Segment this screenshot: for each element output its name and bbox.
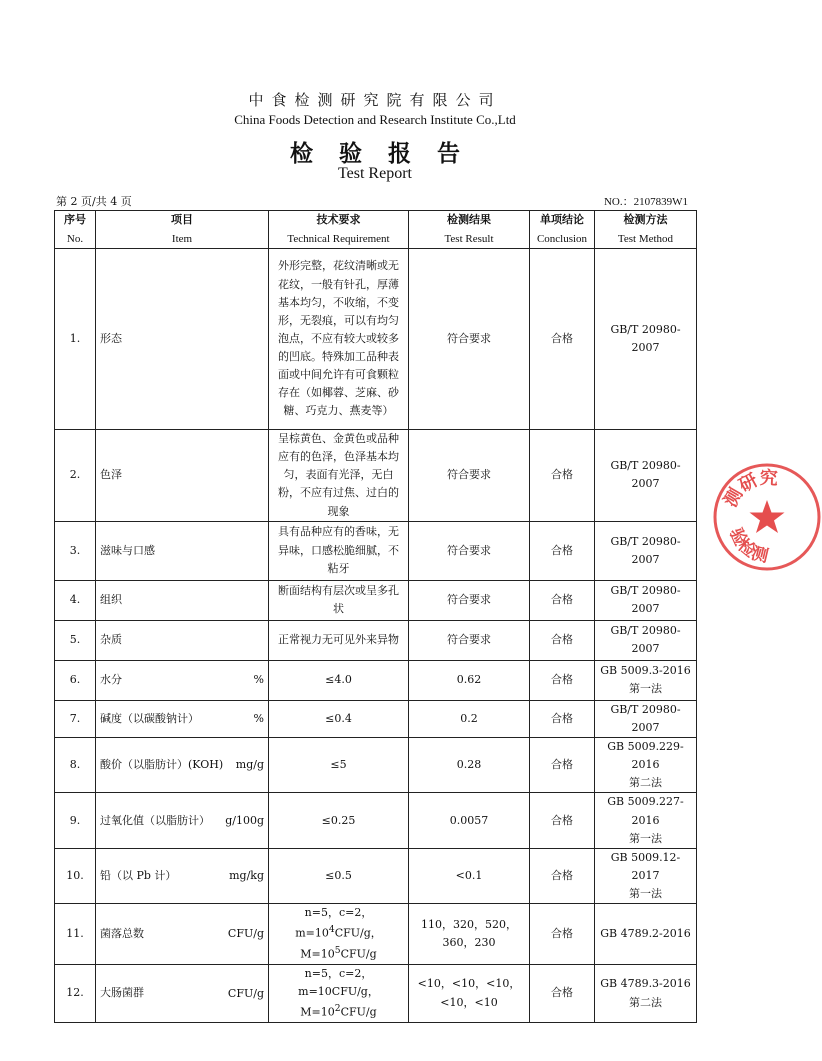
row-method <box>595 660 697 700</box>
req-M-base: M=10 <box>300 1005 335 1019</box>
header-method-en: Test Method <box>617 232 674 245</box>
row-item <box>96 430 269 522</box>
row-result: 0.0057 <box>409 793 530 848</box>
row-method: GB/T 20980-2007 <box>595 249 697 430</box>
row-item-name: 过氧化值（以脂肪计） <box>100 813 210 827</box>
row-item-name: 形态 <box>100 331 122 345</box>
row-no: 8. <box>55 737 96 792</box>
row-item <box>96 620 269 660</box>
row-item <box>96 700 269 737</box>
header-item-cn: 项目 <box>171 213 193 227</box>
row-requirement <box>269 964 409 1022</box>
row-conclusion: 合格 <box>530 620 595 660</box>
row-unit: % <box>253 711 264 725</box>
req-m-limit <box>273 922 404 943</box>
row-requirement: ≤0.25 <box>269 793 409 848</box>
table-row <box>55 848 697 903</box>
req-m-exponent: 4 <box>328 924 335 936</box>
row-item-name: 大肠菌群 <box>100 986 144 1000</box>
table-header-row <box>55 211 697 249</box>
row-item <box>96 793 269 848</box>
header-no-en: No. <box>66 232 84 245</box>
row-requirement: ≤0.5 <box>269 848 409 903</box>
report-title-en: Test Report <box>338 165 412 182</box>
row-conclusion: 合格 <box>530 848 595 903</box>
row-item <box>96 737 269 792</box>
row-result: 符合要求 <box>409 620 530 660</box>
row-method-standard: GB 5009.227-2016 <box>607 795 684 827</box>
row-conclusion: 合格 <box>530 580 595 620</box>
row-result <box>409 964 530 1022</box>
header-method <box>595 211 697 249</box>
header-no <box>55 211 96 249</box>
row-unit: mg/kg <box>229 868 264 882</box>
row-item <box>96 580 269 620</box>
row-method-standard: GB 5009.229-2016 <box>607 739 684 772</box>
row-result: 符合要求 <box>409 580 530 620</box>
org-name-cn: 中食检测研究院有限公司 <box>248 91 502 109</box>
header-item-en: Item <box>171 232 193 245</box>
row-item-name: 菌落总数 <box>100 927 144 941</box>
row-requirement: 具有品种应有的香味，无异味，口感松脆细腻，不粘牙 <box>269 521 409 580</box>
page-info: 第 2 页/共 4 页 <box>56 195 132 208</box>
row-item <box>96 249 269 430</box>
row-conclusion: 合格 <box>530 964 595 1022</box>
row-requirement: 呈棕黄色、金黄色或品种应有的色泽，色泽基本均匀，表面有光泽，无白粉，不应有过焦、过白的现象 <box>269 430 409 522</box>
table-row <box>55 964 697 1022</box>
table-row <box>55 904 697 965</box>
row-requirement <box>269 904 409 965</box>
seal-text-top: 测研究 <box>720 467 779 511</box>
header-result <box>409 211 530 249</box>
row-unit: CFU/g <box>227 986 264 1000</box>
row-item <box>96 848 269 903</box>
row-result: 0.62 <box>409 660 530 700</box>
row-no: 12. <box>55 964 96 1022</box>
row-requirement: ≤5 <box>269 737 409 792</box>
row-no: 10. <box>55 848 96 903</box>
row-result-line: 360，230 <box>442 936 496 950</box>
req-M-unit: CFU/g <box>340 947 377 961</box>
row-item <box>96 904 269 965</box>
row-method: GB/T 20980-2007 <box>595 700 697 737</box>
row-method: GB/T 20980-2007 <box>595 620 697 660</box>
header-requirement <box>269 211 409 249</box>
row-result-line: <10，<10 <box>440 995 498 1009</box>
row-conclusion: 合格 <box>530 660 595 700</box>
req-M-limit <box>273 1001 404 1022</box>
row-no: 11. <box>55 904 96 965</box>
report-number: NO.：2107839W1 <box>603 196 688 208</box>
row-result: 0.2 <box>409 700 530 737</box>
row-item-name: 滋味与口感 <box>100 543 155 557</box>
row-item-name: 色泽 <box>100 468 122 482</box>
row-item <box>96 521 269 580</box>
table-row <box>55 620 697 660</box>
table-row <box>55 700 697 737</box>
row-requirement: 断面结构有层次或呈多孔状 <box>269 580 409 620</box>
header-item <box>96 211 269 249</box>
req-m-unit: CFU/g， <box>334 927 382 941</box>
row-method-standard: GB 5009.12-2017 <box>610 850 681 882</box>
row-item-name: 杂质 <box>100 633 122 647</box>
row-item-name: 铅（以 Pb 计） <box>100 868 177 882</box>
header-conclusion <box>530 211 595 249</box>
row-result-line: 110，320，520， <box>421 917 517 931</box>
row-method <box>595 737 697 792</box>
row-item-name: 酸价（以脂肪计）(KOH) <box>100 758 224 772</box>
inspection-seal-stamp <box>712 462 822 572</box>
row-method-clause: 第二法 <box>629 776 662 790</box>
row-item-name: 组织 <box>100 593 122 607</box>
table-row <box>55 737 697 792</box>
req-sampling-plan: n=5，c=2， <box>304 906 373 920</box>
row-method: GB/T 20980-2007 <box>595 430 697 522</box>
row-unit: g/100g <box>225 813 264 827</box>
req-M-limit <box>273 943 404 964</box>
header-conclusion-en: Conclusion <box>536 232 588 245</box>
req-m-limit: m=10CFU/g， <box>298 985 379 999</box>
row-conclusion: 合格 <box>530 249 595 430</box>
row-requirement: ≤0.4 <box>269 700 409 737</box>
row-method: GB/T 20980-2007 <box>595 521 697 580</box>
req-M-exponent: 2 <box>334 1003 341 1015</box>
row-requirement: 正常视力无可见外来异物 <box>269 620 409 660</box>
row-unit: mg/g <box>235 758 264 772</box>
row-method <box>595 793 697 848</box>
header-conclusion-cn: 单项结论 <box>540 213 584 227</box>
header-result-en: Test Result <box>444 232 494 245</box>
row-no: 6. <box>55 660 96 700</box>
req-M-unit: CFU/g <box>340 1005 377 1019</box>
header-result-cn: 检测结果 <box>447 213 491 227</box>
row-conclusion: 合格 <box>530 737 595 792</box>
header-requirement-en: Technical Requirement <box>287 232 390 245</box>
row-requirement: ≤4.0 <box>269 660 409 700</box>
row-no: 2. <box>55 430 96 522</box>
test-report-table <box>54 210 697 1023</box>
header-requirement-cn: 技术要求 <box>316 213 361 227</box>
row-result <box>409 904 530 965</box>
table-row <box>55 521 697 580</box>
row-result-line: <10，<10，<10， <box>417 977 521 991</box>
row-result: 符合要求 <box>409 249 530 430</box>
req-M-exponent: 5 <box>334 945 341 957</box>
row-result: 0.28 <box>409 737 530 792</box>
row-item <box>96 964 269 1022</box>
row-item-name: 碱度（以碳酸钠计） <box>100 711 199 725</box>
row-method-clause: 第一法 <box>629 682 662 696</box>
row-no: 7. <box>55 700 96 737</box>
table-row <box>55 430 697 522</box>
row-method: GB 4789.2-2016 <box>595 904 697 965</box>
row-requirement: 外形完整，花纹清晰或无花纹，一般有针孔，厚薄基本均匀，不收缩，不变形，无裂痕，可以有均匀泡点，不应有较大或较多的凹底。特殊加工品种表面或中间允许有可食颗粒存在（如椰蓉、芝麻、砂糖、巧克力、燕麦等） <box>269 249 409 430</box>
row-result: 符合要求 <box>409 430 530 522</box>
row-conclusion: 合格 <box>530 904 595 965</box>
row-method <box>595 848 697 903</box>
row-result: 符合要求 <box>409 521 530 580</box>
row-method-standard: GB 4789.3-2016 <box>600 977 691 991</box>
row-method-clause: 第二法 <box>629 995 662 1009</box>
table-row <box>55 793 697 848</box>
row-conclusion: 合格 <box>530 793 595 848</box>
row-conclusion: 合格 <box>530 700 595 737</box>
row-unit: % <box>253 673 264 687</box>
row-item <box>96 660 269 700</box>
org-name-en: China Foods Detection and Research Institute Co.,Ltd <box>234 112 516 127</box>
row-conclusion: 合格 <box>530 521 595 580</box>
req-m-base: m=10 <box>295 927 329 941</box>
row-method-clause: 第一法 <box>629 887 662 901</box>
row-unit: CFU/g <box>227 927 264 941</box>
row-no: 5. <box>55 620 96 660</box>
row-method-standard: GB 5009.3-2016 <box>600 664 691 678</box>
header-no-cn: 序号 <box>64 213 86 227</box>
header-method-cn: 检测方法 <box>623 213 668 227</box>
row-result: <0.1 <box>409 848 530 903</box>
row-item-name: 水分 <box>100 673 122 687</box>
row-method <box>595 964 697 1022</box>
row-method: GB/T 20980-2007 <box>595 580 697 620</box>
row-no: 4. <box>55 580 96 620</box>
row-method-clause: 第一法 <box>629 831 662 845</box>
table-row <box>55 660 697 700</box>
req-sampling-plan: n=5，c=2， <box>304 966 373 980</box>
row-conclusion: 合格 <box>530 430 595 522</box>
row-no: 1. <box>55 249 96 430</box>
req-M-base: M=10 <box>300 947 335 961</box>
table-row <box>55 249 697 430</box>
table-row <box>55 580 697 620</box>
seal-star <box>750 500 785 533</box>
row-no: 3. <box>55 521 96 580</box>
row-no: 9. <box>55 793 96 848</box>
report-title-cn: 检验报告 <box>290 140 486 167</box>
seal-text-bottom: 验检测 <box>725 525 771 567</box>
